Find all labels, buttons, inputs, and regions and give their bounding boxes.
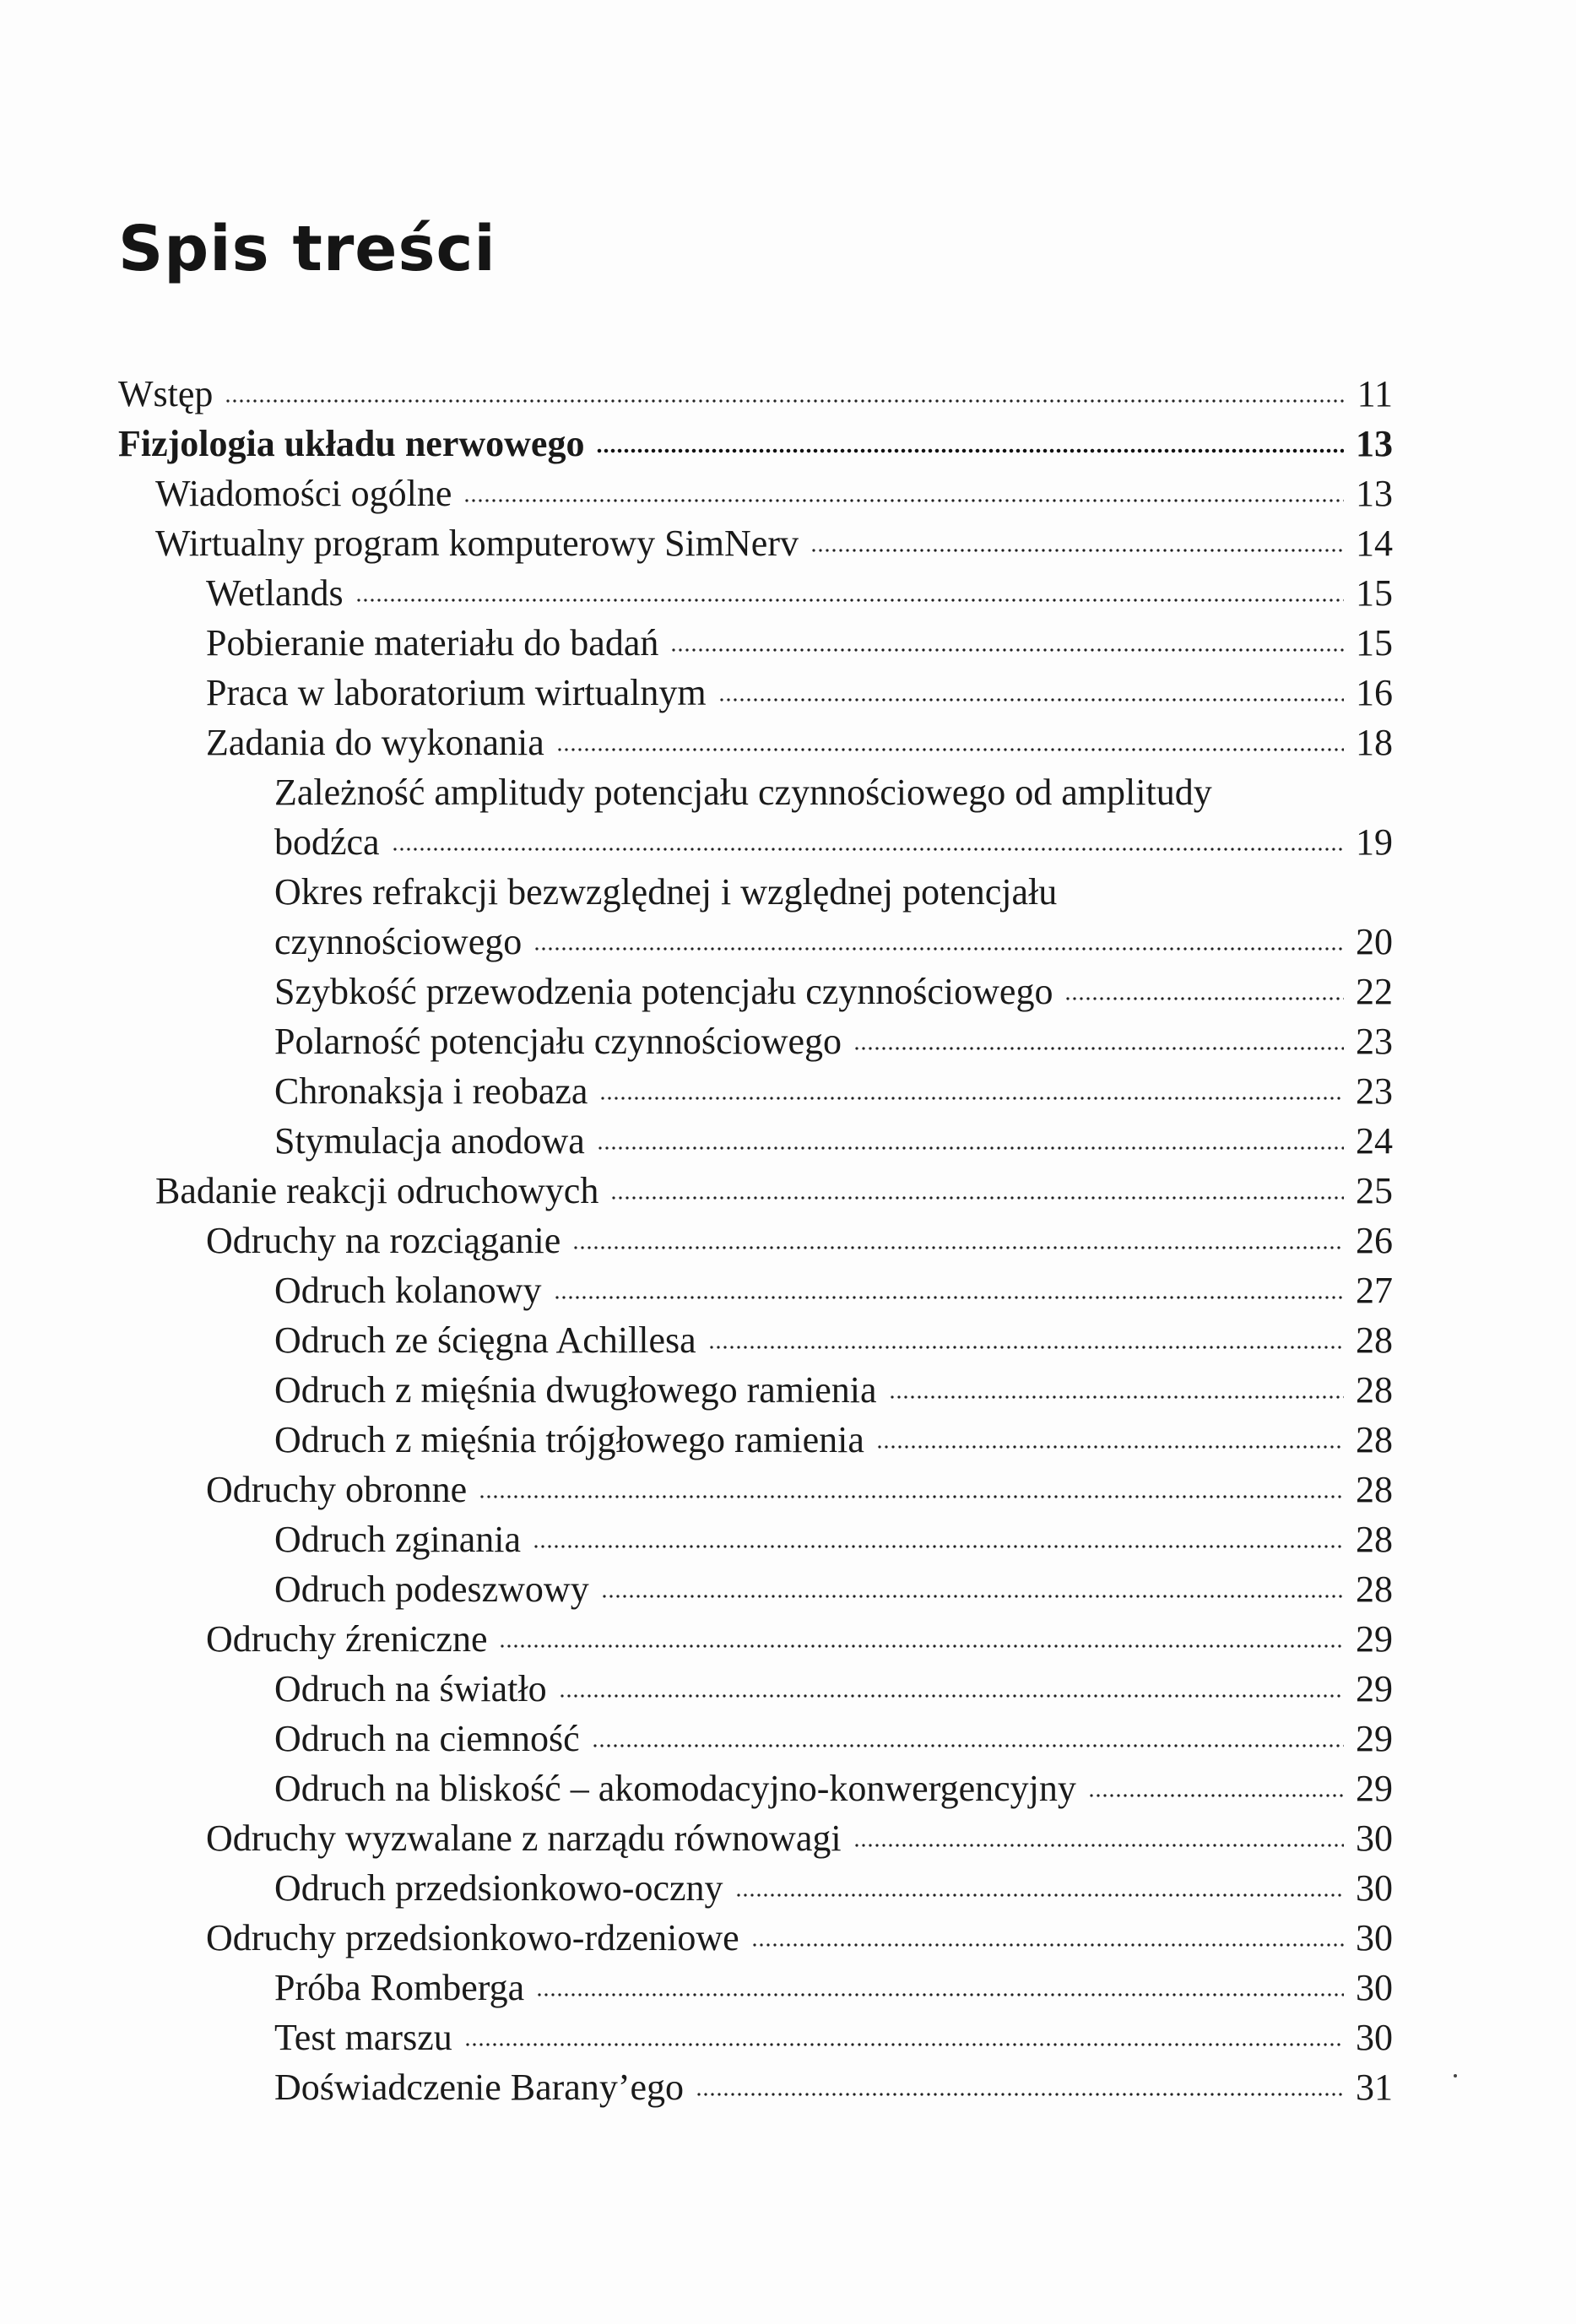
toc-entry-page: 29 (1356, 1768, 1393, 1809)
toc-entry[interactable] (118, 1016, 1393, 1066)
dot-leader (599, 1092, 1344, 1104)
toc-entry[interactable] (118, 618, 1393, 668)
toc-entry-multiline[interactable] (118, 767, 1393, 867)
toc-entry-title: Odruchy źreniczne (206, 1618, 488, 1660)
dot-leader (499, 1640, 1344, 1652)
toc-entry[interactable] (118, 369, 1393, 419)
toc-entry-title: Odruch ze ścięgna Achillesa (274, 1319, 696, 1361)
dot-leader (751, 1939, 1344, 1951)
toc-entry-page: 29 (1356, 1618, 1393, 1660)
toc-entry-title: Odruchy obronne (206, 1469, 468, 1510)
dot-leader (610, 1192, 1344, 1204)
dot-leader (810, 544, 1344, 556)
toc-entry-page: 13 (1356, 423, 1393, 464)
toc-entry-page: 13 (1356, 473, 1393, 514)
toc-entry-page: 30 (1356, 1917, 1393, 1958)
dot-leader (556, 744, 1344, 756)
toc-entry-title: Stymulacja anodowa (274, 1120, 585, 1162)
toc-entry-page: 23 (1356, 1021, 1393, 1062)
toc-entry[interactable] (118, 1564, 1393, 1614)
dot-leader (572, 1242, 1344, 1254)
dot-leader (1064, 993, 1344, 1005)
dot-leader (735, 1889, 1344, 1901)
toc-entry-title: Odruchy wyzwalane z narządu równowagi (206, 1817, 842, 1859)
toc-entry-title: Odruch z mięśnia dwugłowego ramienia (274, 1369, 877, 1411)
toc-entry-title: Odruch przedsionkowo-oczny (274, 1867, 723, 1909)
toc-entry-title-line2: czynnościowego (274, 921, 523, 962)
dot-leader (696, 2088, 1344, 2100)
toc-entry-page: 29 (1356, 1668, 1393, 1709)
toc-chapter[interactable] (118, 419, 1393, 469)
toc-entry-title: Polarność potencjału czynnościowego (274, 1021, 842, 1062)
toc-entry-page: 28 (1356, 1369, 1393, 1411)
toc-entry-title: Odruch na ciemność (274, 1718, 580, 1759)
toc-entry-title: Chronaksja i reobaza (274, 1070, 588, 1112)
dot-leader (559, 1690, 1344, 1702)
dot-leader (1088, 1790, 1344, 1801)
toc-entry-title: Odruchy przedsionkowo-rdzeniowe (206, 1917, 739, 1958)
toc-entry[interactable] (118, 568, 1393, 618)
toc-entry-page: 18 (1356, 722, 1393, 763)
dot-leader (853, 1839, 1344, 1851)
toc-entry-page: 20 (1356, 921, 1393, 962)
toc-entry-title: Odruch na światło (274, 1668, 547, 1709)
toc-entry-page: 22 (1356, 971, 1393, 1012)
toc-entry-title: Praca w laboratorium wirtualnym (206, 672, 707, 713)
toc-entry-multiline[interactable] (118, 867, 1393, 967)
toc-entry-title: Pobieranie materiału do badań (206, 622, 659, 664)
page-title: Spis treści (118, 213, 496, 285)
toc-entry-page: 30 (1356, 2017, 1393, 2058)
toc-entry-page: 26 (1356, 1220, 1393, 1261)
scan-speck (1454, 2074, 1457, 2078)
toc-entry[interactable] (118, 1415, 1393, 1465)
dot-leader (853, 1043, 1344, 1054)
dot-leader (889, 1391, 1344, 1403)
toc-entry-page: 15 (1356, 572, 1393, 614)
toc-entry-title: Badanie reakcji odruchowych (155, 1170, 599, 1211)
dot-leader (708, 1341, 1344, 1353)
dot-leader (533, 1541, 1344, 1552)
toc-entry-title: Odruch z mięśnia trójgłowego ramienia (274, 1419, 864, 1460)
toc-entry-page: 15 (1356, 622, 1393, 664)
toc-entry-page: 28 (1356, 1319, 1393, 1361)
toc-entry-page: 28 (1356, 1519, 1393, 1560)
toc-entry[interactable] (118, 1714, 1393, 1763)
toc-entry-page: 24 (1356, 1120, 1393, 1162)
dot-leader (225, 395, 1344, 407)
toc-entry-title: Wirtualny program komputerowy SimNerv (155, 523, 799, 564)
toc-entry-page: 11 (1357, 373, 1393, 414)
toc-entry[interactable] (118, 1963, 1393, 2013)
dot-leader (392, 843, 1344, 855)
toc-entry[interactable] (118, 1763, 1393, 1813)
toc-entry-title-line2: bodźca (274, 821, 380, 863)
toc-entry[interactable] (118, 1066, 1393, 1116)
toc-entry[interactable] (118, 2013, 1393, 2062)
toc-entry-title: Test marszu (274, 2017, 452, 2058)
toc-entry-title: Odruch zginania (274, 1519, 521, 1560)
toc-entry-title: Fizjologia układu nerwowego (118, 423, 585, 464)
toc-entry-page: 28 (1356, 1469, 1393, 1510)
toc-entry-page: 30 (1356, 1967, 1393, 2008)
toc-entry-page: 23 (1356, 1070, 1393, 1112)
toc-entry-title: Odruch kolanowy (274, 1270, 542, 1311)
toc-entry[interactable] (118, 1465, 1393, 1514)
dot-leader (533, 943, 1344, 955)
toc-entry[interactable] (118, 2062, 1393, 2112)
toc-entry-page: 30 (1356, 1867, 1393, 1909)
dot-leader (464, 2039, 1344, 2050)
toc-entry-continuation (274, 817, 1393, 867)
dot-leader (463, 495, 1344, 507)
table-of-contents (118, 369, 1393, 2112)
dot-leader (601, 1590, 1344, 1602)
toc-entry-title-line1: Zależność amplitudy potencjału czynnościowego od amplitudy (274, 772, 1212, 813)
toc-entry[interactable] (118, 1863, 1393, 1913)
toc-entry-page: 28 (1356, 1568, 1393, 1610)
toc-entry[interactable] (118, 1116, 1393, 1166)
toc-entry-page: 16 (1356, 672, 1393, 713)
toc-entry-title: Odruch na bliskość – akomodacyjno-konwergencyjny (274, 1768, 1076, 1809)
dot-leader (355, 594, 1344, 606)
toc-entry-title-line1: Okres refrakcji bezwzględnej i względnej potencjału (274, 871, 1058, 913)
dot-leader (670, 644, 1344, 656)
toc-entry[interactable] (118, 1664, 1393, 1714)
toc-entry[interactable] (118, 1166, 1393, 1216)
toc-entry[interactable] (118, 1315, 1393, 1365)
toc-entry[interactable] (118, 518, 1393, 568)
toc-entry[interactable] (118, 1216, 1393, 1265)
toc-entry-title: Szybkość przewodzenia potencjału czynnościowego (274, 971, 1053, 1012)
toc-entry[interactable] (118, 469, 1393, 518)
dot-leader (554, 1292, 1345, 1303)
toc-entry-page: 19 (1356, 821, 1393, 863)
toc-entry-title: Doświadczenie Barany’ego (274, 2067, 685, 2108)
toc-entry-page: 29 (1356, 1718, 1393, 1759)
toc-entry-title: Próba Romberga (274, 1967, 525, 2008)
toc-entry-title: Wetlands (206, 572, 344, 614)
toc-entry[interactable] (118, 1813, 1393, 1863)
toc-entry[interactable] (118, 1265, 1393, 1315)
dot-leader (597, 1142, 1344, 1154)
dot-leader (479, 1491, 1344, 1503)
toc-entry-title: Odruch podeszwowy (274, 1568, 589, 1610)
toc-entry-title: Zadania do wykonania (206, 722, 544, 763)
dot-leader (536, 1989, 1344, 2001)
dot-leader (718, 694, 1344, 706)
toc-entry-continuation (274, 917, 1393, 967)
toc-entry[interactable] (118, 668, 1393, 718)
toc-entry-title: Wiadomości ogólne (155, 473, 452, 514)
toc-entry[interactable] (118, 1365, 1393, 1415)
toc-entry-page: 27 (1356, 1270, 1393, 1311)
toc-entry[interactable] (118, 1913, 1393, 1963)
toc-entry-page: 28 (1356, 1419, 1393, 1460)
toc-entry[interactable] (118, 967, 1393, 1016)
toc-entry[interactable] (118, 1614, 1393, 1664)
toc-entry-title: Wstęp (118, 373, 214, 414)
toc-entry[interactable] (118, 1514, 1393, 1564)
toc-entry[interactable] (118, 718, 1393, 767)
toc-entry-page: 31 (1356, 2067, 1393, 2108)
toc-entry-title: Odruchy na rozciąganie (206, 1220, 561, 1261)
toc-entry-page: 25 (1356, 1170, 1393, 1211)
dot-leader (876, 1441, 1344, 1453)
dot-leader (592, 1740, 1344, 1752)
toc-entry-page: 30 (1356, 1817, 1393, 1859)
dot-leader (596, 445, 1344, 457)
toc-entry-page: 14 (1356, 523, 1393, 564)
